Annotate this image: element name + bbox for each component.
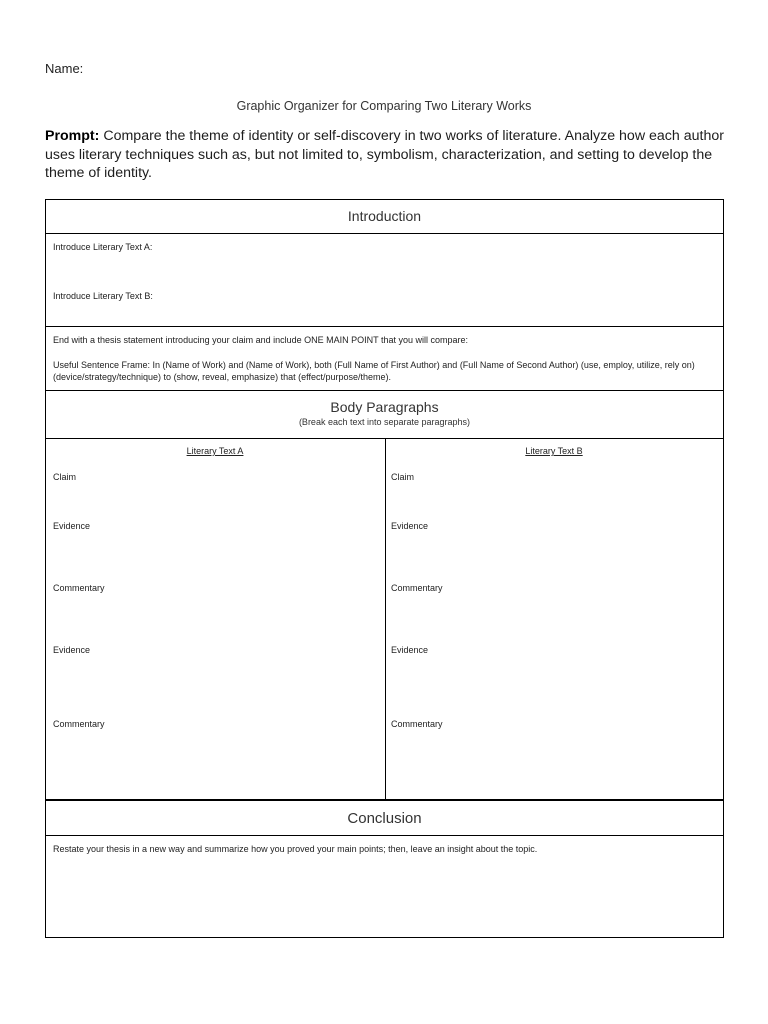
body-subheading: (Break each text into separate paragraphs) <box>298 417 471 427</box>
divider <box>46 799 723 801</box>
divider <box>46 326 723 327</box>
evidence-label-b: Evidence <box>391 521 429 531</box>
column-title-a: Literary Text A <box>186 446 244 456</box>
commentary-label-b: Commentary <box>391 719 443 729</box>
evidence-label-b: Evidence <box>391 645 429 655</box>
intro-text-a-label: Introduce Literary Text A: <box>53 242 153 252</box>
divider <box>46 233 723 234</box>
sentence-frame: Useful Sentence Frame: In (Name of Work) and (Name of Work), both (Full Name of First Author) and (Full Name of Second Author) (use, employ, utilize, rely on) (device/strategy/technique) to (show, reveal, emphasize) that (effect/purpose/theme). <box>53 360 695 382</box>
divider <box>46 390 723 391</box>
evidence-label-a: Evidence <box>53 521 91 531</box>
prompt <box>45 127 735 183</box>
claim-label-a: Claim <box>53 472 77 482</box>
intro-text-b-label: Introduce Literary Text B: <box>53 291 153 301</box>
conclusion-instruction: Restate your thesis in a new way and summarize how you proved your main points; then, leave an insight about the topic. <box>53 844 538 854</box>
commentary-label-b: Commentary <box>391 583 443 593</box>
evidence-label-a: Evidence <box>53 645 91 655</box>
introduction-heading: Introduction <box>347 208 422 224</box>
column-title-b: Literary Text B <box>525 446 583 456</box>
commentary-label-a: Commentary <box>53 583 105 593</box>
prompt-text: Compare the theme of identity or self-discovery in two works of literature. Analyze how each author uses literary techniques such as, but not limited to, symbolism, characterization, and setting to develop the theme of identity. <box>45 128 724 181</box>
name-label: Name: <box>45 61 84 76</box>
thesis-instruction: End with a thesis statement introducing your claim and include ONE MAIN POINT that you will compare: <box>53 335 469 345</box>
organizer-table <box>45 199 724 938</box>
body-heading: Body Paragraphs <box>330 399 439 415</box>
prompt-label: Prompt: <box>45 128 100 144</box>
conclusion-heading: Conclusion <box>347 810 422 827</box>
claim-label-b: Claim <box>391 472 415 482</box>
column-divider <box>385 438 386 799</box>
document-title: Graphic Organizer for Comparing Two Literary Works <box>236 99 532 113</box>
divider <box>46 835 723 836</box>
commentary-label-a: Commentary <box>53 719 105 729</box>
